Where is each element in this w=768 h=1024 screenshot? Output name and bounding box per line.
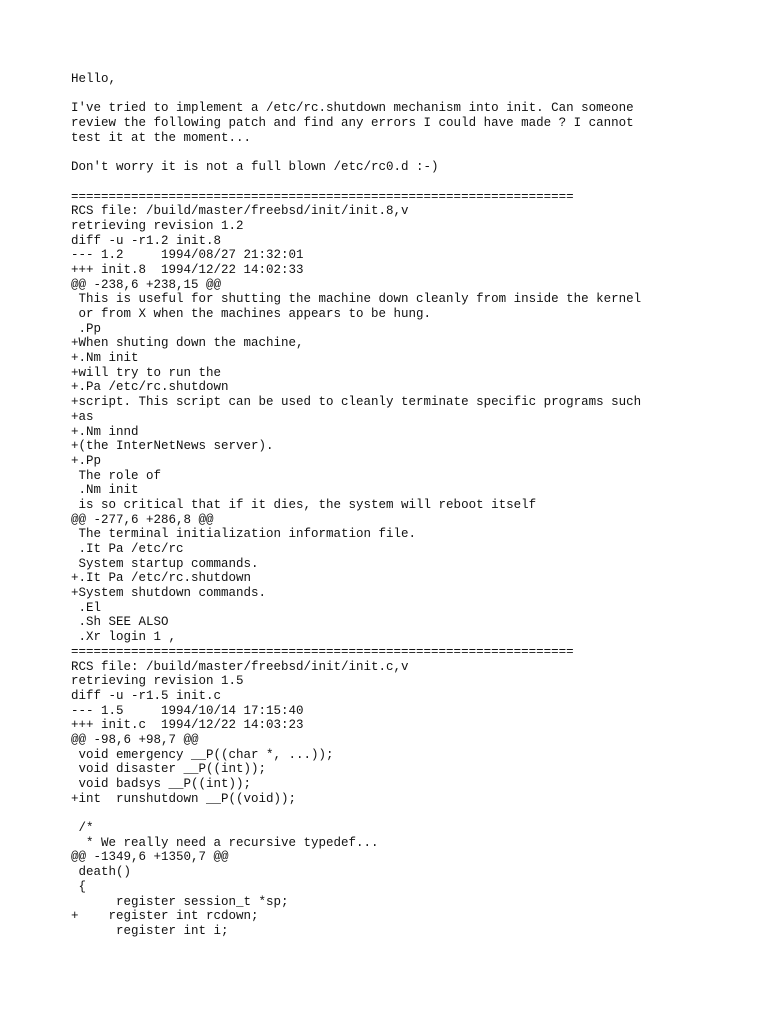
text-line: +.Pa /etc/rc.shutdown: [71, 380, 229, 395]
text-line: register int i;: [71, 923, 229, 938]
text-line: RCS file: /build/master/freebsd/init/init.8,v: [71, 204, 409, 219]
text-line: /*: [71, 821, 94, 836]
text-line: test it at the moment...: [71, 130, 252, 145]
text-line: +.It Pa /etc/rc.shutdown: [71, 571, 252, 586]
text-line: [71, 87, 751, 102]
text-line: retrieving revision 1.5: [71, 674, 244, 689]
text-line: +.Pp: [71, 453, 102, 468]
text-line: +script. This script can be used to cleanly terminate specific programs such: [71, 395, 642, 410]
text-line: void emergency __P((char *, ...));: [71, 747, 334, 762]
text-line: void badsys __P((int));: [71, 777, 252, 791]
text-line: The terminal initialization information file.: [71, 527, 417, 542]
text-line: death(): [71, 865, 132, 880]
text-line: is so critical that if it dies, the system will reboot itself: [71, 497, 537, 512]
text-line: diff -u -r1.5 init.c: [71, 688, 222, 703]
text-line: .El: [71, 600, 102, 615]
text-line: * We really need a recursive typedef...: [71, 835, 379, 850]
text-line: +(the InterNetNews server).: [71, 439, 274, 454]
text-line: RCS file: /build/master/freebsd/init/init.c,v: [71, 659, 409, 674]
text-line: @@ -1349,6 +1350,7 @@: [71, 850, 229, 865]
text-line: or from X when the machines appears to be hung.: [71, 307, 432, 321]
text-line: .Pp: [71, 321, 102, 336]
text-line: .Nm init: [71, 483, 139, 498]
text-line: Hello,: [71, 72, 117, 86]
text-line: .Xr login 1 ,: [71, 630, 177, 645]
text-line: .Sh SEE ALSO: [71, 615, 169, 630]
text-line: +++ init.8 1994/12/22 14:02:33: [71, 262, 304, 277]
text-line: I've tried to implement a /etc/rc.shutdown mechanism into init. Can someone: [71, 101, 634, 116]
text-line: [71, 145, 751, 160]
text-line: @@ -238,6 +238,15 @@: [71, 277, 222, 292]
text-line: +System shutdown commands.: [71, 586, 267, 601]
text-line: --- 1.5 1994/10/14 17:15:40: [71, 703, 304, 718]
text-line: +When shuting down the machine,: [71, 336, 304, 351]
text-line: +++ init.c 1994/12/22 14:03:23: [71, 718, 304, 733]
text-line: @@ -98,6 +98,7 @@: [71, 732, 199, 747]
text-line: register session_t *sp;: [71, 894, 289, 909]
text-line: +will try to run the: [71, 365, 222, 380]
text-line: ===================================================================: [71, 189, 574, 204]
text-line: +int runshutdown __P((void));: [71, 791, 297, 806]
text-line: System startup commands.: [71, 556, 259, 571]
text-line: retrieving revision 1.2: [71, 218, 244, 233]
text-line: Don't worry it is not a full blown /etc/rc0.d :-): [71, 160, 439, 175]
text-line: + register int rcdown;: [71, 909, 259, 924]
text-line: diff -u -r1.2 init.8: [71, 233, 222, 248]
text-line: ===================================================================: [71, 644, 574, 659]
text-line: [71, 806, 751, 821]
email-body: [71, 72, 751, 939]
text-line: [71, 175, 751, 190]
text-line: .It Pa /etc/rc: [71, 542, 184, 556]
text-line: review the following patch and find any errors I could have made ? I cannot: [71, 116, 634, 131]
text-line: --- 1.2 1994/08/27 21:32:01: [71, 248, 304, 263]
text-line: @@ -277,6 +286,8 @@: [71, 512, 214, 527]
text-line: +.Nm init: [71, 351, 139, 366]
text-line: +.Nm innd: [71, 424, 139, 439]
text-line: This is useful for shutting the machine down cleanly from inside the kernel: [71, 292, 642, 307]
text-line: void disaster __P((int));: [71, 762, 267, 777]
text-line: {: [71, 879, 87, 894]
text-line: The role of: [71, 468, 162, 483]
text-line: +as: [71, 409, 94, 424]
